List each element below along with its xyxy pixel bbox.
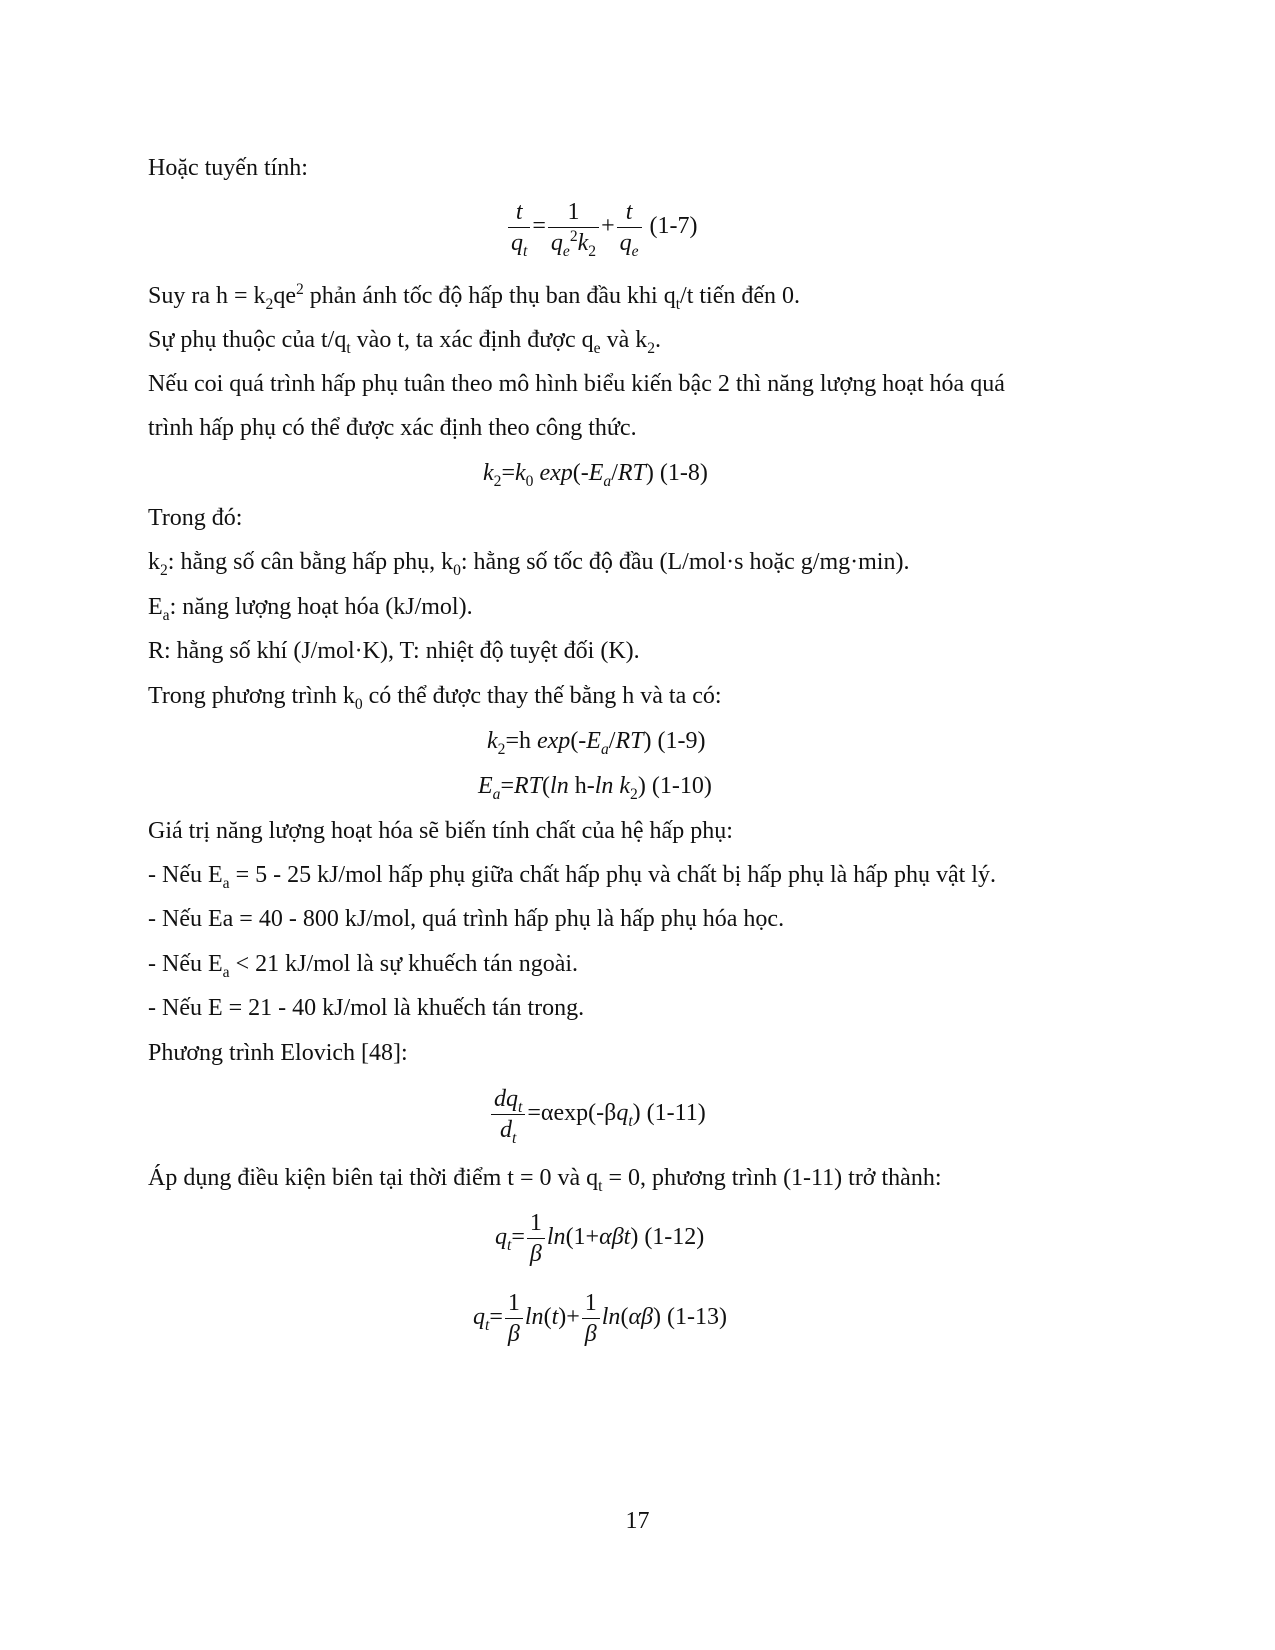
line-def-r: R: hằng số khí (J/mol·K), T: nhiệt độ tuyệt đối (K). bbox=[148, 638, 640, 664]
line-dependence: Sự phụ thuộc của $t/q_t$ vào t, ta xác định được $q_e$ và $k_2$. bbox=[148, 327, 662, 357]
equation-1-7: $\frac{t}{q_t}$ = $\frac{1}{q_e^2k_2}$ + $\frac{t}{q_e}$ (1-7) bbox=[506, 197, 698, 258]
equation-1-11: $\frac{dq_t}{d_t}$ $=\alpha\exp(-\beta q_t)$ (1-11) bbox=[489, 1084, 706, 1145]
line-case-chemical: - Nếu Ea = 40 - 800 kJ/mol, quá trình hấp phụ là hấp phụ hóa học. bbox=[148, 906, 785, 932]
line-elovich: Phương trình Elovich [48]: bbox=[148, 1040, 408, 1066]
line-def-ea: $E_a$: năng lượng hoạt hóa (kJ/mol). bbox=[148, 594, 473, 624]
line-activation-1: Nếu coi quá trình hấp phụ tuân theo mô hình biểu kiến bậc 2 thì năng lượng hoạt hóa quá bbox=[148, 371, 1005, 397]
equation-1-13: $q_t=$ $\frac{1}{\beta}$ ln(t)+ $\frac{1}{\beta}$ ln(αβ) (1-13) bbox=[473, 1290, 727, 1347]
line-case-internal: - Nếu E = 21 - 40 kJ/mol là khuếch tán trong. bbox=[148, 995, 585, 1021]
line-where: Trong đó: bbox=[148, 505, 243, 531]
equation-1-9: $k_2=h$ $\exp(-E_a/RT)$ (1-9) bbox=[487, 728, 706, 758]
line-case-external: - Nếu $E_a < 21$ kJ/mol là sự khuếch tán ngoài. bbox=[148, 951, 579, 981]
equation-1-12: $q_t=$ $\frac{1}{\beta}$ ln(1+αβt) (1-12) bbox=[495, 1210, 705, 1267]
equation-1-10: $E_a=RT(\ln$ h-ln $k_2$) (1-10) bbox=[478, 773, 712, 803]
line-h-definition: Suy ra $h = k_2qe^2$ phản ánh tốc độ hấp thụ ban đầu khi $q_t/t$ tiến đến 0. bbox=[148, 281, 801, 313]
line-activation-2: trình hấp phụ có thể được xác định theo công thức. bbox=[148, 415, 637, 441]
line-case-physical: - Nếu $E_a = 5 - 25$ kJ/mol hấp phụ giữa chất hấp phụ và chất bị hấp phụ là hấp phụ vật lý. bbox=[148, 862, 996, 892]
page-number: 17 bbox=[625, 1508, 650, 1534]
line-def-k2: $k_2$: hằng số cân bằng hấp phụ, $k_0$: hằng số tốc độ đầu (L/mol·s hoặc g/mg·min). bbox=[148, 549, 910, 579]
line-linear-intro: Hoặc tuyến tính: bbox=[148, 155, 308, 181]
line-boundary: Áp dụng điều kiện biên tại thời điểm t = 0 và $q_t = 0$, phương trình (1-11) trở thành: bbox=[148, 1165, 942, 1195]
line-activation-value: Giá trị năng lượng hoạt hóa sẽ biến tính chất của hệ hấp phụ: bbox=[148, 818, 733, 844]
line-k0-replace: Trong phương trình $k_0$ có thể được thay thế bằng h và ta có: bbox=[148, 683, 722, 713]
equation-1-8: $k_2=k_0$ $\exp(-E_a/RT)$ (1-8) bbox=[483, 460, 708, 490]
